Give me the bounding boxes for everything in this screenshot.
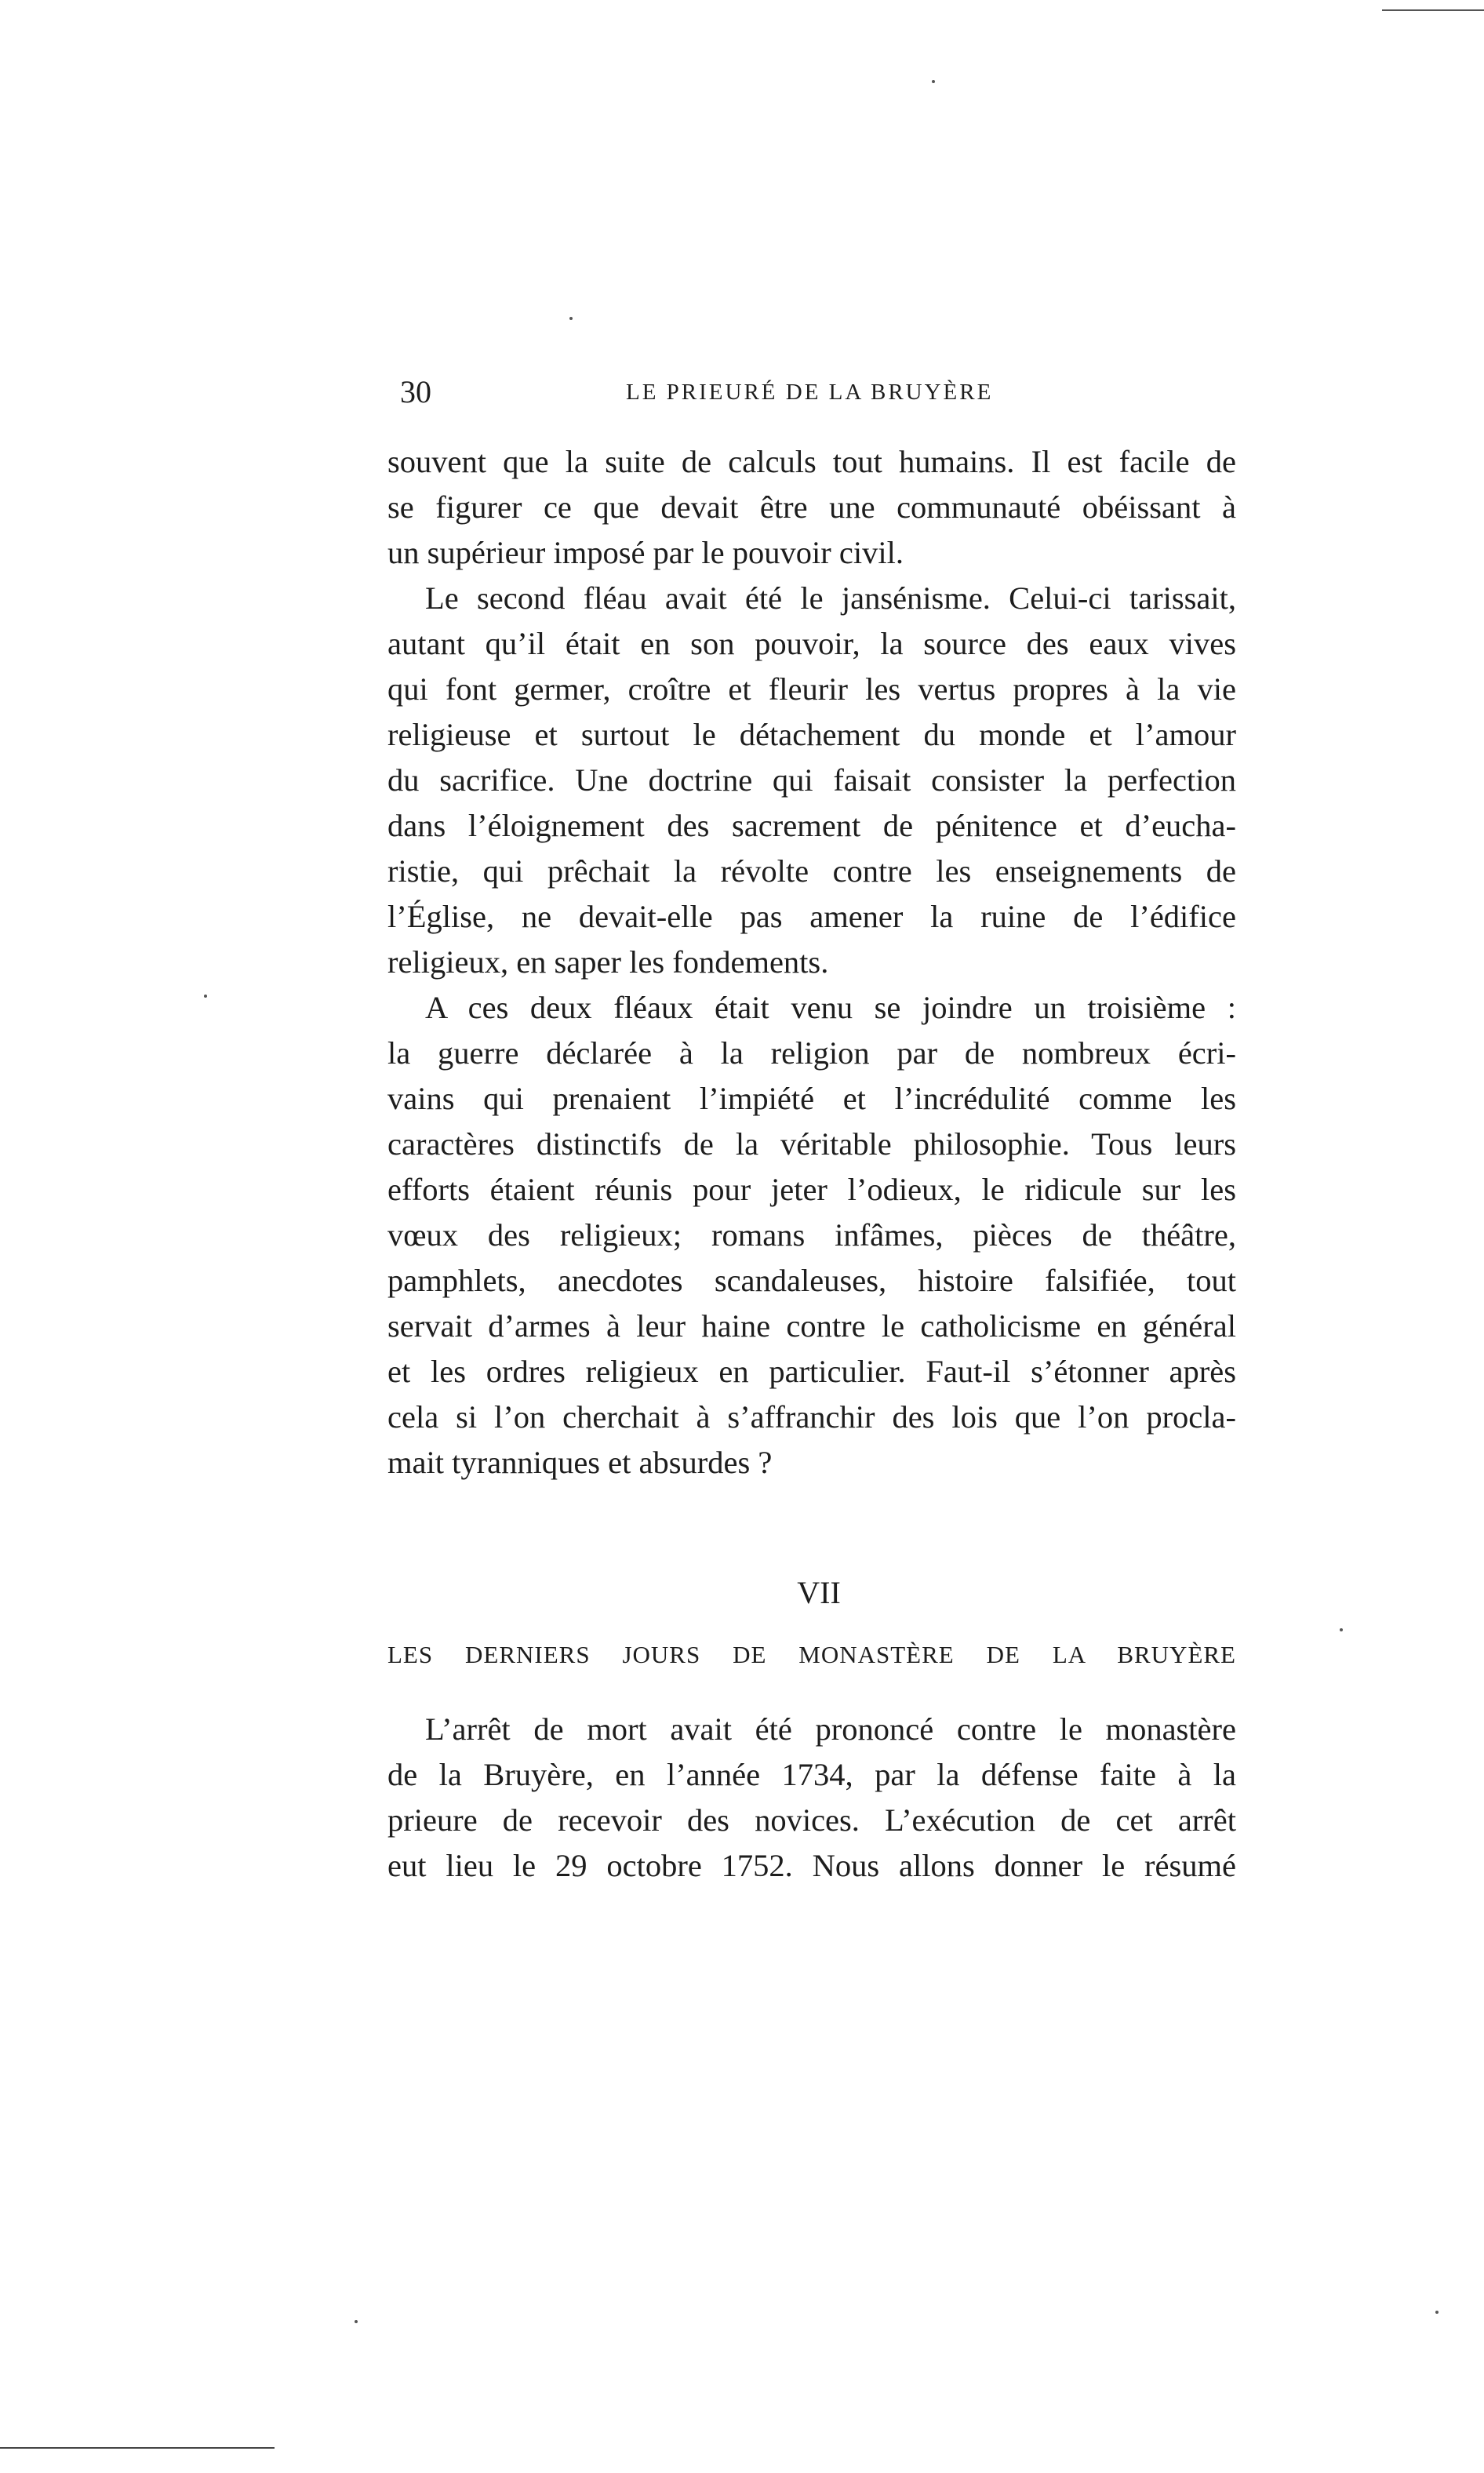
paragraph-2 — [387, 576, 1236, 985]
text-line: et les ordres religieux en particulier. Faut-il s’étonner après — [387, 1354, 1236, 1389]
scan-edge-rule-top — [1382, 9, 1484, 11]
text-line: servait d’armes à leur haine contre le catholicisme en général — [387, 1308, 1236, 1344]
text-line: souvent que la suite de calculs tout humains. Il est facile de — [387, 444, 1236, 479]
text-line: religieux, en saper les fondements. — [387, 944, 829, 980]
text-line: vains qui prenaient l’impiété et l’incrédulité comme les — [387, 1081, 1236, 1116]
paragraph-3 — [387, 985, 1236, 1486]
text-line: l’Église, ne devait-elle pas amener la ruine de l’édifice — [387, 899, 1236, 934]
text-line: se figurer ce que devait être une communauté obéissant à — [387, 489, 1236, 525]
text-line: Le second fléau avait été le jansénisme. Celui-ci tarissait, — [425, 580, 1236, 616]
scan-speck — [355, 2320, 358, 2323]
text-line: qui font germer, croître et fleurir les vertus propres à la vie — [387, 671, 1236, 707]
scan-speck — [204, 995, 207, 998]
text-line: la guerre déclarée à la religion par de nombreux écri- — [387, 1035, 1236, 1071]
text-line: prieure de recevoir des novices. L’exécution de cet arrêt — [387, 1802, 1236, 1838]
section-title: LES DERNIERS JOURS DE MONASTÈRE DE LA BRUYÈRE — [387, 1641, 1236, 1668]
text-line: du sacrifice. Une doctrine qui faisait consister la perfection — [387, 762, 1236, 798]
text-line: efforts étaient réunis pour jeter l’odieux, le ridicule sur les — [387, 1172, 1236, 1207]
text-line: autant qu’il était en son pouvoir, la source des eaux vives — [387, 626, 1236, 661]
text-line: eut lieu le 29 octobre 1752. Nous allons donner le résumé — [387, 1848, 1236, 1883]
scan-edge-rule-bottom — [0, 2447, 275, 2449]
scan-speck — [932, 80, 935, 83]
text-line: L’arrêt de mort avait été prononcé contre le monastère — [425, 1711, 1236, 1747]
section-number: VII — [797, 1575, 841, 1610]
title-spacer — [387, 1674, 1236, 1707]
text-line: dans l’éloignement des sacrement de pénitence et d’eucha- — [387, 808, 1236, 843]
text-line: de la Bruyère, en l’année 1734, par la défense faite à la — [387, 1757, 1236, 1792]
section-spacer — [387, 1486, 1236, 1570]
text-line: ristie, qui prêchait la révolte contre les enseignements de — [387, 853, 1236, 889]
text-line: mait tyranniques et absurdes ? — [387, 1445, 773, 1480]
text-line: caractères distinctifs de la véritable philosophie. Tous leurs — [387, 1126, 1236, 1162]
text-line: cela si l’on cherchait à s’affranchir des lois que l’on procla- — [387, 1399, 1236, 1435]
page-number: 30 — [400, 374, 431, 409]
text-line: religieuse et surtout le détachement du monde et l’amour — [387, 717, 1236, 752]
text-line: un supérieur imposé par le pouvoir civil. — [387, 535, 904, 570]
running-head — [400, 373, 1231, 420]
scan-speck — [1435, 2311, 1439, 2314]
text-line: A ces deux fléaux était venu se joindre un troisième : — [425, 990, 1236, 1025]
text-line: vœux des religieux; romans infâmes, pièces de théâtre, — [387, 1217, 1236, 1253]
paragraph-4 — [387, 1707, 1236, 1889]
text-line: pamphlets, anecdotes scandaleuses, histoire falsifiée, tout — [387, 1263, 1236, 1298]
scan-speck — [569, 317, 573, 320]
paragraph-1 — [387, 439, 1236, 576]
body-text — [387, 439, 1236, 1889]
scan-speck — [1340, 1628, 1343, 1631]
running-title: LE PRIEURÉ DE LA BRUYÈRE — [626, 380, 994, 405]
